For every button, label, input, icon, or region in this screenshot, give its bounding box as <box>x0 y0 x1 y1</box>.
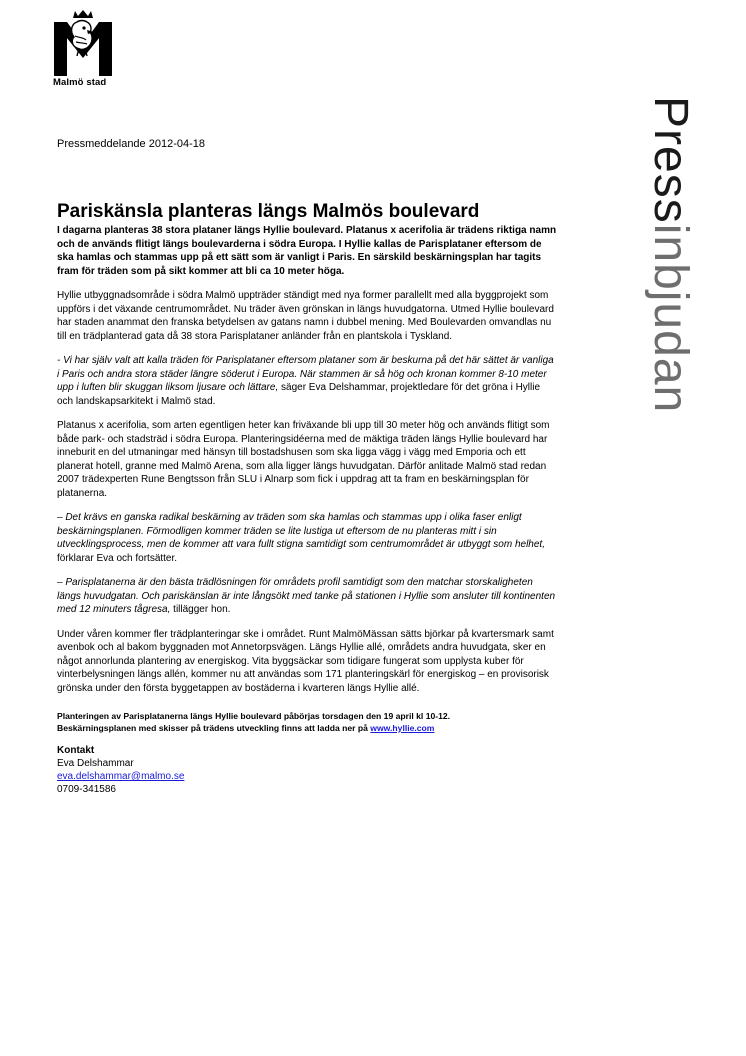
attribution-text: förklarar Eva och fortsätter. <box>57 552 178 564</box>
paragraph-2 <box>57 354 557 408</box>
paragraph-3: Platanus x acerifolia, som arten egentligen heter kan friväxande bli upp till 30 meter hög och används flitigt som både park- och stadsträd i södra Europa. Planteringsidéerna med de mäktiga träden längs Hyllie boulevard har inneburit en del utmaningar med hänsyn till bostadshusen som ska ligga vägg i vägg med Emporia och ett planerat hotell, granne med Malmö Arena, som alla ligger längs huvudgatan. Därför anlitade Malmö stad redan 2007 trädexperten Rune Bengtsson från SLU i Alnarp som fick i uppdrag att ta fram en beskärningsplan för platanerna. <box>57 420 550 499</box>
press-release-body <box>57 201 557 796</box>
side-title <box>644 96 697 414</box>
paragraph-1: Hyllie utbyggnadsområde i södra Malmö uppträder ständigt med nya former parallellt med alla byggprojekt som uppförs i det växande centrumområdet. Nu träder även grönskan in längs huvudgatorna. Utmed Hyllie boulevard har staden anammat den franska betydelsen av gatans namn i dubbel mening. Med Boulevarden omvandlas nu till en trädplanterad gata då 38 stora Parisplataner anländer från en plantskola i Tyskland. <box>57 290 554 342</box>
contact-name: Eva Delshammar <box>57 758 134 769</box>
logo-text: Malmö stad <box>53 77 107 88</box>
paragraph-6: Under våren kommer fler trädplanteringar ske i området. Runt MalmöMässan sätts björkar på kvartersmark samt avenbok och al bakom byggnaden mot Annetorpsvägen. Längs Hyllie allé, områdets andra huvudgata, sker en något annorlunda plantering av energiskog. Vita byggsäckar som tidigare fungerat som upplysta kuber för vinterbelysningen längs allén, kommer nu att användas som 171 planteringskärl för energiskog – en provisorisk grönska under den första byggetappen av bostäderna i kvarteren längs Hyllie allé. <box>57 628 554 694</box>
contact-phone: 0709-341586 <box>57 784 116 795</box>
paragraph-5 <box>57 576 557 617</box>
quote-text: – Parisplatanerna är den bästa trädlösningen för områdets profil samtidigt som den matchar storskaligheten längs huvudgatan. Och pariskänslan är inte långsökt med tanke på stationen i Hyllie som ansluter till kontinenten med 12 minuters tågresa, <box>57 577 556 615</box>
closing-line-1: Planteringen av Parisplatanerna längs Hyllie boulevard påbörjas torsdagen den 19 april kl 10-12. <box>57 711 451 721</box>
dateline: Pressmeddelande 2012-04-18 <box>57 138 205 150</box>
attribution-text: säger Eva Delshammar, projektledare för det gröna i Hyllie och landskapsarkitekt i Malmö stad. <box>57 382 541 407</box>
side-title-part2: inbjudan <box>644 223 697 414</box>
quote-text: - Vi har själv valt att kalla träden för Parisplataner eftersom plataner som är beskurna på det här sättet är vanliga i Paris och andra stora städer längre söderut i Europa. När stammen är så hög och kronan kommer 8-10 meter upp i luften blir skuggan liksom ljusare och lättare, <box>57 355 554 393</box>
contact-block <box>57 744 557 796</box>
closing-note <box>57 710 557 734</box>
city-crest-icon <box>53 10 113 76</box>
hyllie-website-link[interactable]: www.hyllie.com <box>370 723 435 733</box>
contact-heading: Kontakt <box>57 745 95 756</box>
quote-text: – Det krävs en ganska radikal beskärning av träden som ska hamlas och stammas upp i olika faser enligt beskärningsplanen. Förmodligen kommer träden se lite lustiga ut eftersom de nu planteras mitt i sin utvecklingsprocess, men de kommer att vara fullt stigna samtidigt som centrumområdet är utbyggt som helhet, <box>57 512 545 550</box>
side-title-part1: Press <box>644 96 697 224</box>
headline: Pariskänsla planteras längs Malmös boulevard <box>57 201 480 222</box>
lead-paragraph: I dagarna planteras 38 stora plataner längs Hyllie boulevard. Platanus x acerifolia är trädens riktiga namn och de används flitigt längs boulevarderna i södra Europa. I Hyllie kallas de Parisplataner eftersom de ska hamlas och stammas upp på ett sätt som är vanligt i Paris. En särskild beskärningsplan har tagits fram för träden som på sikt kommer att bli ca 10 meter höga. <box>57 225 557 277</box>
closing-line-2: Beskärningsplanen med skisser på trädens utveckling finns att ladda ner på <box>57 723 371 733</box>
malmo-stad-logo <box>53 10 117 88</box>
contact-email-link[interactable]: eva.delshammar@malmo.se <box>57 771 185 782</box>
paragraph-4 <box>57 511 557 565</box>
attribution-text: tillägger hon. <box>170 604 231 615</box>
